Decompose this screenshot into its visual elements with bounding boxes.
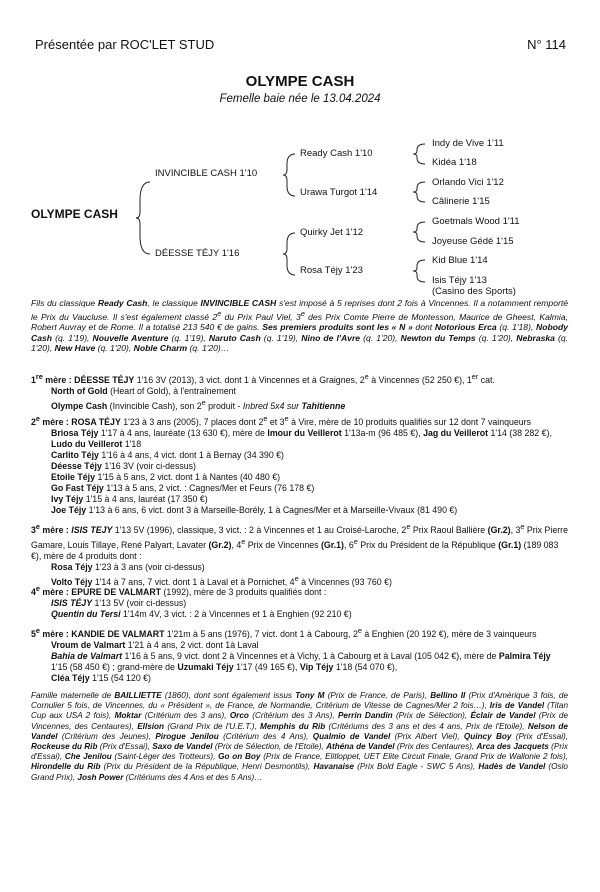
fourth-dam-produce: ISIS TÉJY 1'13 5V (voir ci-dessus)	[51, 597, 187, 608]
first-dam-section	[31, 371, 568, 412]
pedigree-ggp-6: Joyeuse Gédé 1'15	[432, 236, 514, 247]
third-dam-produce: Volto Téjy 1'14 à 7 ans, 7 vict. dont 1 à Laval et à Pornichet, 4e à Vincennes (93 760 €)	[51, 573, 392, 587]
third-dam-heading: 3e mère : ISIS TEJY 1'13 5V (1996), classique, 3 vict. : 2 à Vincennes et 1 au Croisé-Laroche, 2e Prix Raoul Ballière (Gr.2), 3e Prix Pierre Gamare, Louis Tillaye, René Palyart, Lavater (Gr.2), 4e Prix de Vincennes (Gr.1), 6e Prix du Président de la République (Gr.1) (189 083 €), mère de 4 produits dont :	[31, 522, 568, 561]
third-dam-section	[31, 521, 568, 588]
fourth-dam-produce: Quentin du Tersi 1'14m 4V, 3 vict. : 2 à Vincennes et 1 à Enghien (92 210 €)	[51, 608, 352, 619]
pedigree-ggp-7: Kid Blue 1'14	[432, 255, 488, 266]
fifth-dam-section	[31, 625, 568, 684]
pedigree-subject: OLYMPE CASH	[31, 207, 118, 221]
horse-description: Femelle baie née le 13.04.2024	[219, 93, 381, 105]
maternal-family-paragraph: Famille maternelle de BAILLIETTE (1860), dont sont également issus Tony M (Prix de France, de Paris), Bellino II (Prix d'Amérique 3 fois, de Cornulier 5 fois, de Vincennes, du « Président », de France, de Normandie, Critérium de Vitesse de Cagnes/Mer 2 fois…), Iris de Vandel (Titan Cup aux USA 2 fois), Moktar (Critérium des 3 ans), Orco (Critérium des 3 Ans), Perrin Dandin (Prix de Sélection), Éclair de Vandel (Prix de Vincennes, des Centaures), Ellsion (Grand Prix de l'U.E.T.), Memphis du Rib (Critériums des 3 ans et des 4 ans, Prix de l'Etoile), Nelson de Vandel (Critérium des Jeunes), Pirogue Jenilou (Critérium des 4 Ans), Qualmio de Vandel (Prix Albert Viel), Quincy Boy (Prix d'Essai), Rockeuse du Rib (Prix d'Essai), Saxo de Vandel (Prix de Sélection, de l'Etoile), Athéna de Vandel (Prix des Centaures), Arca des Jacquets (Prix d'Essai), Che Jenilou (Saint-Léger des Trotteurs), Go on Boy (Prix de France, Elitloppet, UET Elite Circuit Finale, Grand Prix de Wallonie 2 fois), Hirondelle du Rib (Prix du Président de la République, Henri Desmontils), Havanaise (Prix Bold Eagle - SWC 5 Ans), Hadès de Vandel (Oslo Grand Prix), Josh Power (Critériums des 4 Ans et des 5 Ans)…	[31, 691, 569, 782]
sire-intro-paragraph: Fils du classique Ready Cash, le classique INVINCIBLE CASH s'est imposé à 5 reprises dont 2 fois à Vincennes. Il a notamment remporté le Prix du Vaucluse. Il s'est également classé 2e du Prix Paul Viel, 3e des Prix Comte Pierre de Montesson, Maurice de Gheest, Kalmia, Robert Auvray et de Rome. Il a totalisé 213 540 € de gains. Ses premiers produits sont les « N » dont Notorious Erca (q. 1'18), Nobody Cash (q. 1'19), Nouvelle Aventure (q. 1'19), Naruto Cash (q. 1'19), Nino de l'Avre (q. 1'20), Newton du Temps (q. 1'20), Nebraska (q. 1'20), New Have (q. 1'20), Noble Charm (q. 1'20)…	[31, 298, 569, 354]
pedigree-ggp-8: Isis Téjy 1'13	[432, 275, 487, 286]
second-dam-produce: Go Fast Téjy 1'13 à 5 ans, 2 vict. : Cagnes/Mer et Feurs (76 178 €)	[51, 482, 315, 493]
second-dam-produce: Ivy Téjy 1'15 à 4 ans, lauréat (17 350 €)	[51, 493, 208, 504]
second-dam-produce: Etoile Téjy 1'15 à 5 ans, 2 vict. dont 1 à Nantes (40 480 €)	[51, 471, 281, 482]
second-dam-produce: Déesse Téjy 1'16 3V (voir ci-dessus)	[51, 460, 196, 471]
third-dam-produce: Rosa Téjy 1'23 à 3 ans (voir ci-dessus)	[51, 561, 205, 572]
pedigree-ggp-3: Orlando Vici 1'12	[432, 177, 504, 188]
pedigree-sire: INVINCIBLE CASH 1'10	[155, 168, 258, 179]
pedigree-dam-dam: Rosa Téjy 1'23	[300, 265, 363, 276]
fifth-dam-produce: Cléa Téjy 1'15 (54 120 €)	[51, 672, 151, 683]
fifth-dam-heading: 5e mère : KANDIE DE VALMART 1'21m à 5 ans (1976), 7 vict. dont 1 à Cabourg, 2e à Enghien (20 192 €), mère de 3 vainqueurs	[31, 626, 537, 639]
sire-bracket	[283, 154, 297, 196]
pedigree-ggp-1: Indy de Vive 1'11	[432, 138, 504, 149]
pedigree-ggp-5: Goetmals Wood 1'11	[432, 216, 520, 227]
second-dam-produce: Briosa Téjy 1'17 à 4 ans, lauréate (13 630 €), mère de Imour du Veillerot 1'13a-m (96 485 €), Jag du Veillerot 1'14 (38 282 €), Ludo du Veillerot 1'18	[51, 427, 552, 449]
pedigree-ggp-2: Kidéa 1'18	[432, 157, 477, 168]
first-dam-produce: Olympe Cash (Invincible Cash), son 2e produit - Inbred 5x4 sur Tahitienne	[51, 397, 346, 411]
second-dam-heading: 2e mère : ROSA TÉJY 1'23 à 3 ans (2005), 7 places dont 2e et 3e à Vire, mère de 10 produits qualifiés sur 12 dont 7 vainqueurs	[31, 414, 532, 427]
fifth-dam-produce: Vroum de Valmart 1'21 à 4 ans, 2 vict. dont 1à Laval	[51, 639, 259, 650]
fifth-dam-produce: Bahia de Valmart 1'16 à 5 ans, 9 vict. dont 2 à Vincennes et à Vichy, 1 à Cabourg et à Laval (105 042 €), mère de Palmira Téjy 1'15 (58 450 €) ; grand-mère de Uzumaki Téjy 1'17 (49 165 €), Vip Téjy 1'18 (54 070 €),	[51, 650, 551, 672]
ggp-bracket-1	[413, 144, 427, 164]
presenter-label: Présentée par ROC'LET STUD	[35, 37, 215, 52]
pedigree-ggp-4: Câlinerie 1'15	[432, 196, 490, 207]
pedigree-ggp-8-extra: (Casino des Sports)	[432, 286, 516, 297]
second-dam-produce: Carlito Téjy 1'16 à 4 ans, 4 vict. dont 1 à Bernay (34 390 €)	[51, 449, 284, 460]
pedigree-dam-sire: Quirky Jet 1'12	[300, 227, 364, 238]
fourth-dam-section	[31, 583, 568, 620]
pedigree-dam: DÉESSE TÉJY 1'16	[155, 248, 240, 259]
second-dam-section	[31, 413, 568, 516]
subject-bracket	[136, 182, 152, 254]
fourth-dam-heading: 4e mère : EPURE DE VALMART (1992), mère de 3 produits qualifiés dont :	[31, 584, 327, 597]
pedigree-sire-sire: Ready Cash 1'10	[300, 148, 373, 159]
ggp-bracket-2	[413, 182, 427, 202]
dam-bracket	[283, 233, 297, 275]
ggp-bracket-4	[413, 260, 427, 282]
pedigree-sire-dam: Urawa Turgot 1'14	[300, 187, 378, 198]
second-dam-produce: Joe Téjy 1'13 à 6 ans, 6 vict. dont 3 à Marseille-Borély, 1 à Cagnes/Mer et à Marseille-Vivaux (81 490 €)	[51, 504, 458, 515]
ggp-bracket-3	[413, 222, 427, 242]
first-dam-heading: 1re mère : DÉESSE TÉJY 1'16 3V (2013), 3 vict. dont 1 à Vincennes et à Graignes, 2e à Vincennes (52 250 €), 1er cat.	[31, 372, 495, 385]
lot-number: N° 114	[527, 37, 566, 52]
horse-name-title: OLYMPE CASH	[245, 73, 355, 90]
first-dam-produce: North of Gold (Heart of Gold), à l'entraînement	[51, 385, 237, 396]
